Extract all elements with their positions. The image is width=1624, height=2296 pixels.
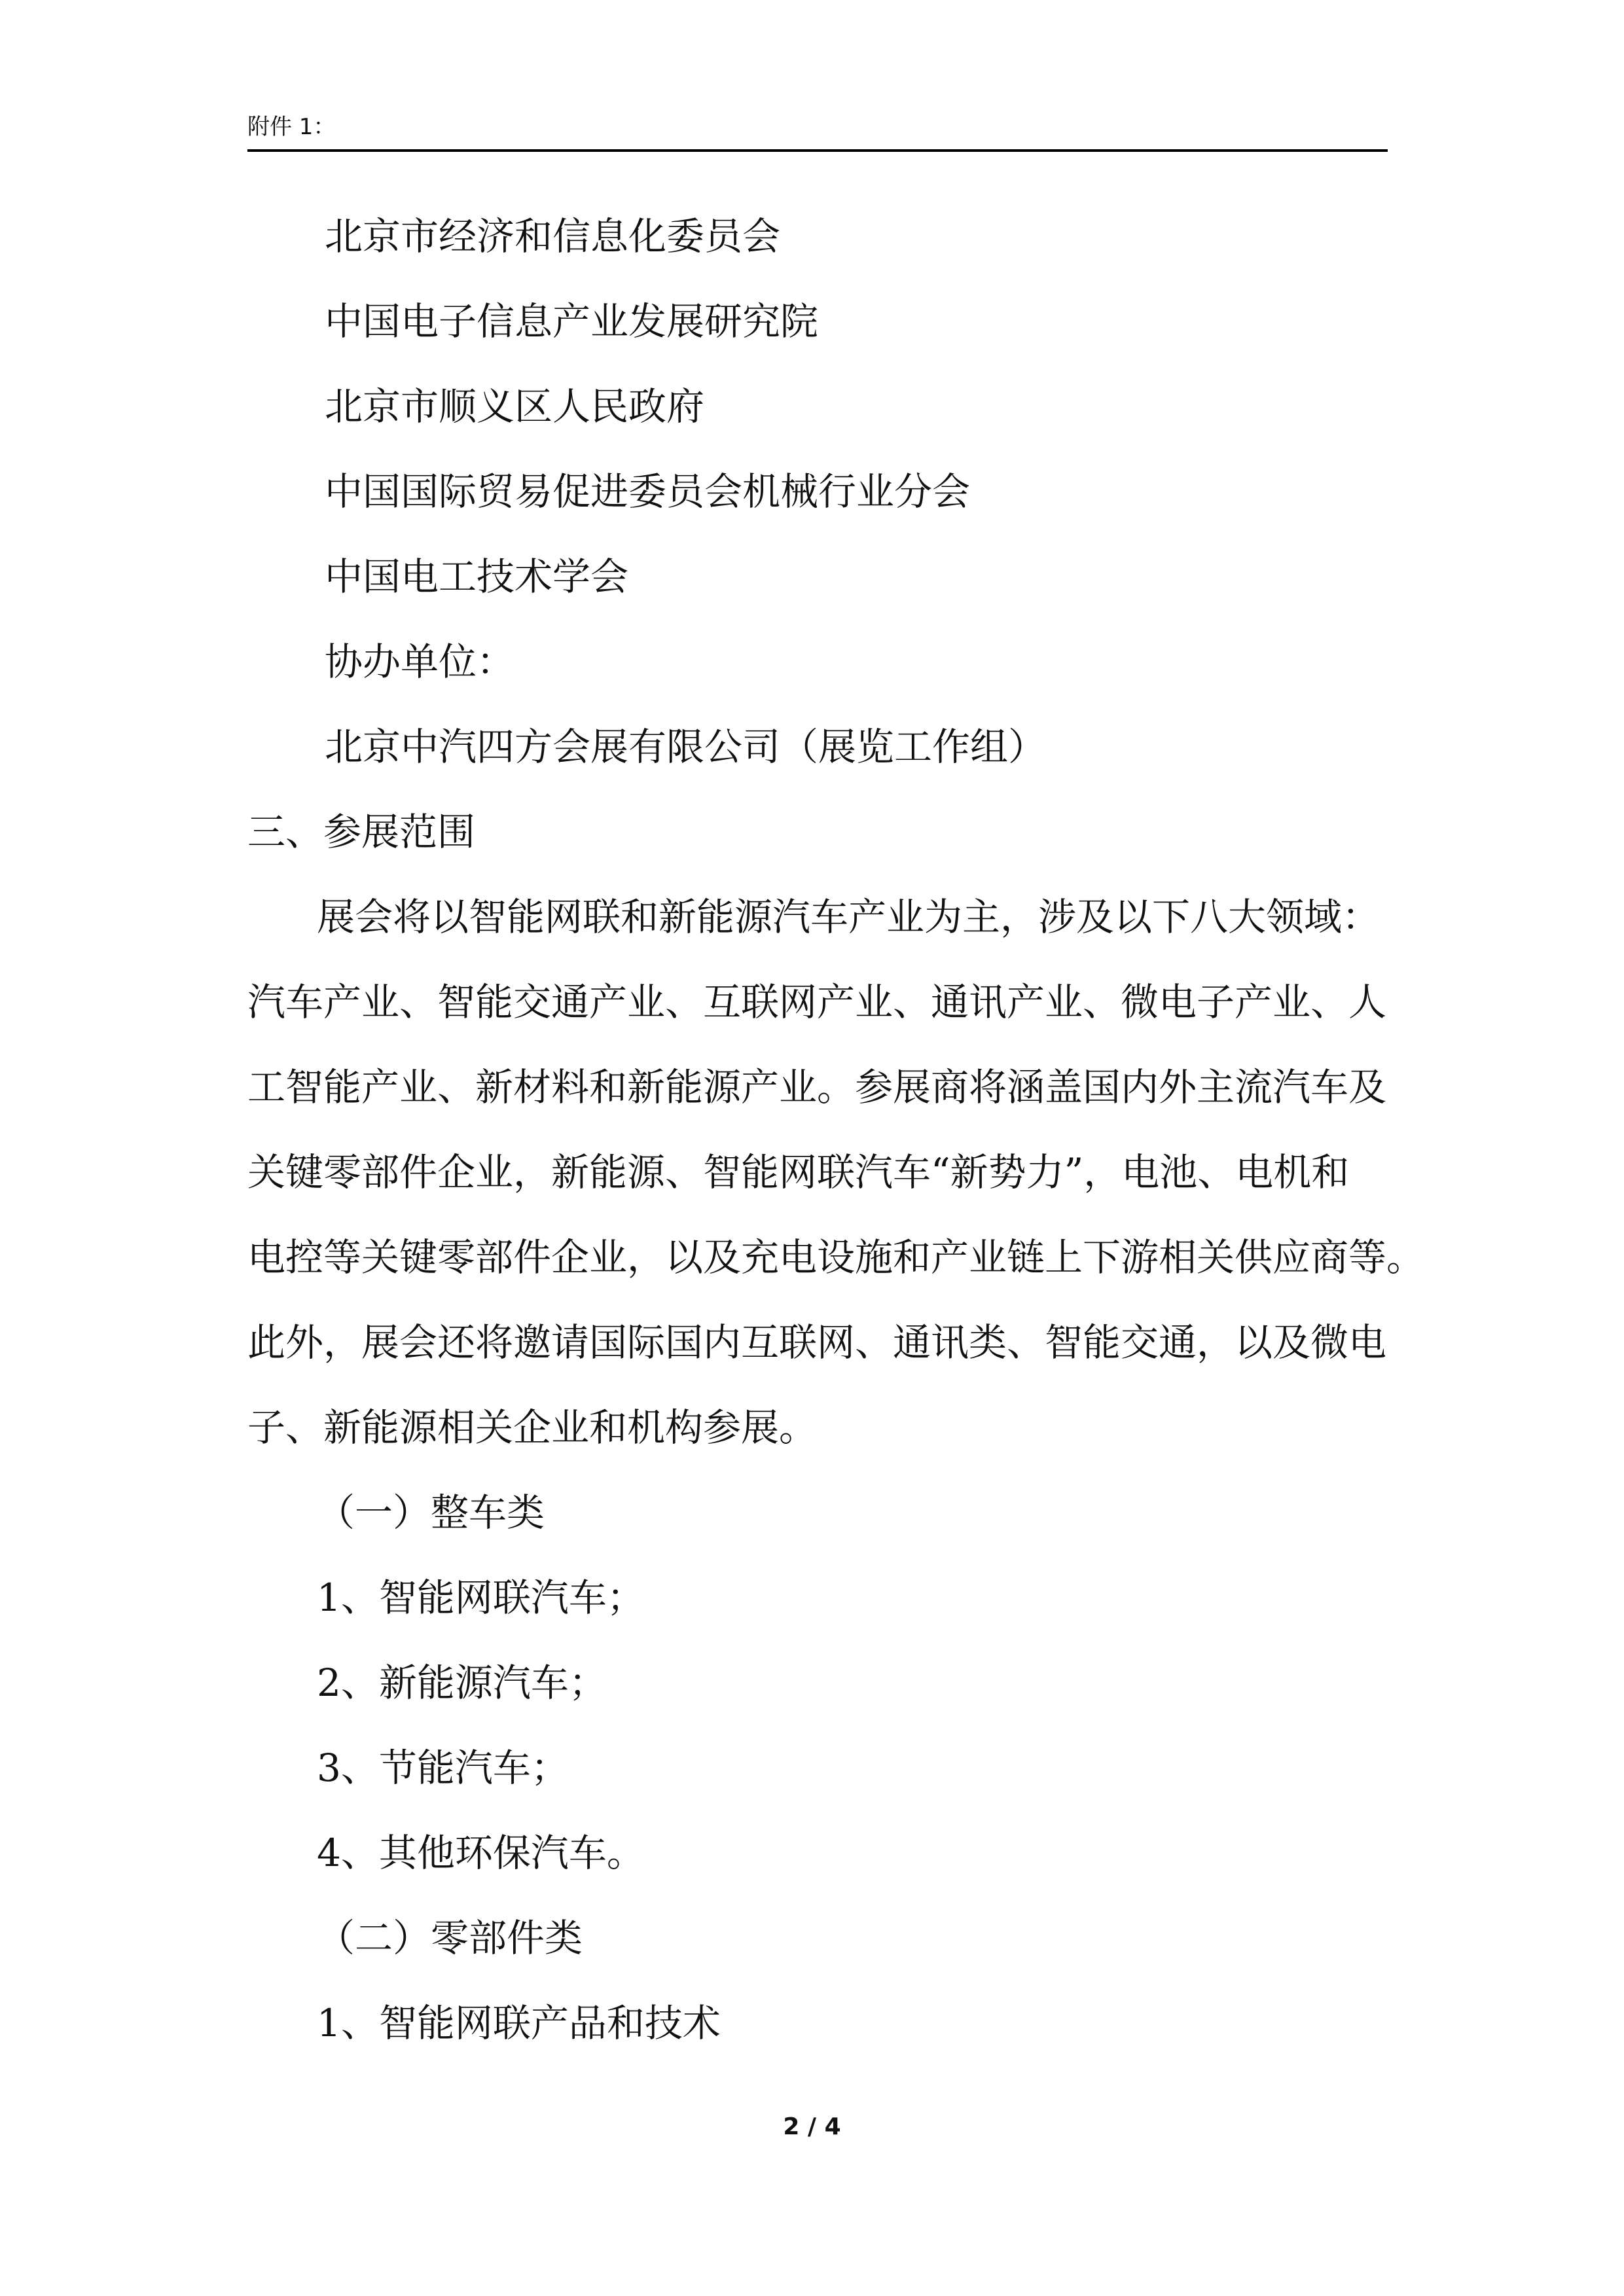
list-item: 2、新能源汽车； [317,1660,607,1705]
paragraph-line: 电控等关键零部件企业，以及充电设施和产业链上下游相关供应商等。 [247,1235,1425,1280]
paragraph-line: 汽车产业、智能交通产业、互联网产业、通讯产业、微电子产业、人 [247,980,1387,1024]
list-item: 4、其他环保汽车。 [317,1831,645,1875]
section-heading: 三、参展范围 [247,810,476,854]
subsection-heading: （一）整车类 [317,1490,545,1535]
co-organizer-heading: 协办单位： [325,639,515,684]
organizer-line: 中国国际贸易促进委员会机械行业分会 [325,469,971,514]
organizer-line: 中国电子信息产业发展研究院 [325,299,819,344]
organizer-line: 北京市顺义区人民政府 [325,384,705,429]
paragraph-line: 子、新能源相关企业和机构参展。 [247,1405,818,1450]
list-item: 3、节能汽车； [317,1746,569,1790]
organizer-line: 中国电工技术学会 [325,554,629,599]
page-header [247,110,1388,152]
subsection-heading: （二）零部件类 [317,1916,583,1960]
list-item: 1、智能网联产品和技术 [317,2001,721,2045]
paragraph-line: 关键零部件企业，新能源、智能网联汽车“新势力”，电池、电机和 [247,1150,1350,1194]
paragraph-line: 此外，展会还将邀请国际国内互联网、通讯类、智能交通，以及微电 [247,1320,1387,1365]
attachment-label: 附件 1： [247,114,336,140]
co-organizer-line: 北京中汽四方会展有限公司（展览工作组） [325,725,1047,769]
organizer-line: 北京市经济和信息化委员会 [325,214,781,259]
paragraph-line: 工智能产业、新材料和新能源产业。参展商将涵盖国内外主流汽车及 [247,1065,1387,1109]
list-item: 1、智能网联汽车； [317,1575,645,1620]
page-number: 2 / 4 [783,2113,841,2140]
paragraph-line: 展会将以智能网联和新能源汽车产业为主，涉及以下八大领域： [317,895,1380,939]
